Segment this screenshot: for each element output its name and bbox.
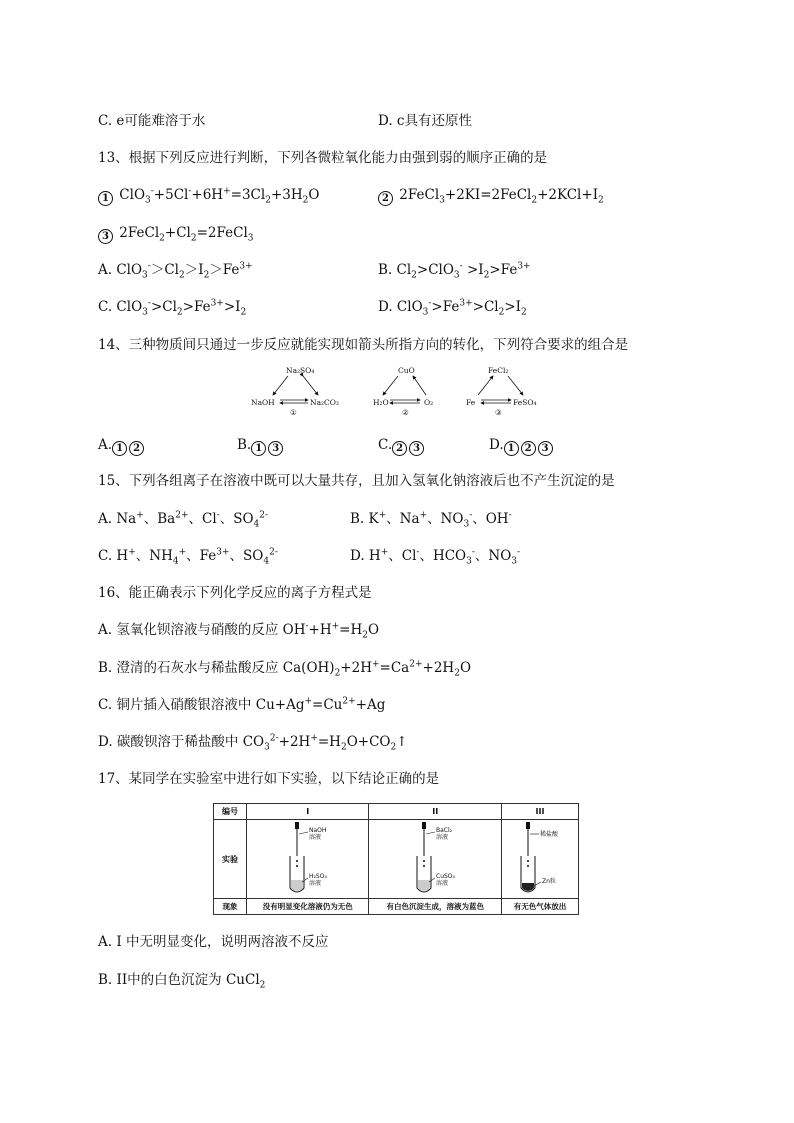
experiment-3-cell bbox=[502, 820, 579, 899]
observation-2: 有白色沉淀生成，溶液为蓝色 bbox=[369, 899, 502, 915]
q13-option-b: B. $Cl_2>ClO_3^- >I_2>Fe^{3+}$ bbox=[378, 261, 531, 281]
q15-stem: 15、下列各组离子在溶液中既可以大量共存，且加入氢氧化钠溶液后也不产生沉淀的是 bbox=[98, 473, 615, 489]
test-tube-1 bbox=[268, 820, 348, 896]
experiment-1-cell bbox=[247, 820, 369, 899]
circled-number-2: 2 bbox=[378, 191, 393, 206]
test-tube-2 bbox=[395, 820, 475, 896]
observation-3: 有无色气体放出 bbox=[502, 899, 579, 915]
diagram-1 bbox=[251, 366, 339, 416]
circled-number-1: 1 bbox=[98, 191, 113, 206]
diagram-2-top: CuO bbox=[398, 366, 415, 375]
q14-stem: 14、三种物质间只通过一步反应就能实现如箭头所指方向的转化，下列符合要求的组合是 bbox=[98, 337, 629, 353]
diagram-2-number: ② bbox=[402, 408, 409, 416]
diagram-3-right: FeSO₄ bbox=[513, 398, 537, 407]
q13-reaction-2: 2 $2FeCl_3+2KI=2FeCl_2+2KCl+I_2$ bbox=[378, 186, 604, 206]
diagram-2-right: O₂ bbox=[424, 398, 434, 407]
test-tube-3 bbox=[503, 820, 577, 896]
q12-option-d: D. c具有还原性 bbox=[378, 113, 472, 129]
q17-experiment-table bbox=[213, 803, 579, 915]
q12-option-c: C. e可能难溶于水 bbox=[98, 113, 206, 129]
q16-option-d: D. 碳酸钡溶于稀盐酸中 $CO_3^{2-}+2H^+=H_2O+CO_2↑$ bbox=[98, 733, 408, 753]
q16-option-a: A. 氢氧化钡溶液与硝酸的反应 $OH^-+H^+=H_2O$ bbox=[98, 621, 380, 641]
q17-stem: 17、某同学在实验室中进行如下实验，以下结论正确的是 bbox=[98, 771, 440, 787]
q15-option-b: B. K+、Na+、$NO_3^-$、OH- bbox=[350, 510, 512, 530]
table-header-number: 编号 bbox=[214, 804, 247, 820]
q13-option-a: A. $ClO_3^->Cl_2>I_2>Fe^{3+}$ bbox=[98, 261, 253, 281]
table-label-observation: 现象 bbox=[214, 899, 247, 915]
q17-option-a: A. I 中无明显变化，说明两溶液不反应 bbox=[98, 934, 329, 950]
q14-option-d: D. 1 2 3 bbox=[489, 436, 555, 456]
q14-option-b: B. 1 3 bbox=[237, 436, 285, 456]
q14-option-c: C. 2 3 bbox=[378, 436, 426, 456]
q13-option-d: D. $ClO_3^->Fe^{3+}>Cl_2>I_2$ bbox=[378, 298, 527, 318]
diagram-1-right: Na₂CO₃ bbox=[310, 398, 339, 407]
svg-text:NaOH溶液: NaOH 溶液 bbox=[308, 827, 327, 841]
diagram-3-number: ③ bbox=[495, 408, 502, 416]
q14-option-a: A. 1 2 bbox=[98, 436, 146, 456]
diagram-2 bbox=[373, 366, 433, 416]
q16-option-b: B. 澄清的石灰水与稀盐酸反应 $Ca(OH)_2+2H^+=Ca^{2+}+2H_2O$ bbox=[98, 659, 472, 679]
q15-option-a: A. Na+、$Ba^{2+}$、Cl-、$SO_4^{2-}$ bbox=[98, 510, 269, 530]
diagram-3-left: Fe bbox=[466, 398, 476, 407]
svg-text:BaCl₂溶液: BaCl₂ 溶液 bbox=[436, 827, 453, 841]
table-header-1: I bbox=[247, 804, 369, 820]
experiment-2-cell bbox=[369, 820, 502, 899]
q16-option-c: C. 铜片插入硝酸银溶液中 $Cu+Ag^+=Cu^{2+}+Ag$ bbox=[98, 696, 386, 713]
q13-reaction-1: 1 $ClO_3^-+5Cl^-+6H^+=3Cl_2+3H_2O$ bbox=[98, 186, 319, 206]
q15-option-c: C. H+、$NH_4^+$、$Fe^{3+}$、$SO_4^{2-}$ bbox=[98, 547, 278, 567]
q13-stem: 13、根据下列反应进行判断，下列各微粒氧化能力由强到弱的顺序正确的是 bbox=[98, 150, 548, 166]
diagram-1-number: ① bbox=[290, 408, 297, 416]
observation-1: 没有明显变化溶液仍为无色 bbox=[247, 899, 369, 915]
diagram-3-top: FeCl₂ bbox=[488, 366, 509, 375]
q15-option-d: D. H+、Cl-、$HCO_3^-$、$NO_3^-$ bbox=[350, 547, 521, 567]
diagram-2-left: H₂O bbox=[373, 398, 389, 407]
circled-number-3: 3 bbox=[98, 229, 113, 244]
svg-text:Zn粒: Zn粒 bbox=[542, 878, 556, 885]
svg-text:稀盐酸: 稀盐酸 bbox=[540, 831, 559, 838]
q16-stem: 16、能正确表示下列化学反应的离子方程式是 bbox=[98, 585, 372, 601]
q17-option-b: B. II中的白色沉淀为 CuCl$_2$ bbox=[98, 972, 266, 991]
q13-option-c: C. $ClO_3^->Cl_2>Fe^{3+}>I_2$ bbox=[98, 298, 247, 318]
table-label-experiment: 实验 bbox=[214, 820, 247, 899]
diagram-3 bbox=[466, 366, 537, 416]
q14-conversion-diagrams bbox=[248, 364, 548, 416]
svg-text:CuSO₄溶液: CuSO₄ 溶液 bbox=[436, 873, 456, 887]
table-header-2: II bbox=[369, 804, 502, 820]
diagram-1-top: Na₂SO₄ bbox=[286, 366, 315, 375]
q13-reaction-3: 3 $2FeCl_2+Cl_2=2FeCl_3$ bbox=[98, 224, 254, 244]
svg-text:H₂SO₄溶液: H₂SO₄ 溶液 bbox=[308, 873, 327, 887]
diagram-1-left: NaOH bbox=[251, 398, 275, 407]
table-header-3: III bbox=[502, 804, 579, 820]
